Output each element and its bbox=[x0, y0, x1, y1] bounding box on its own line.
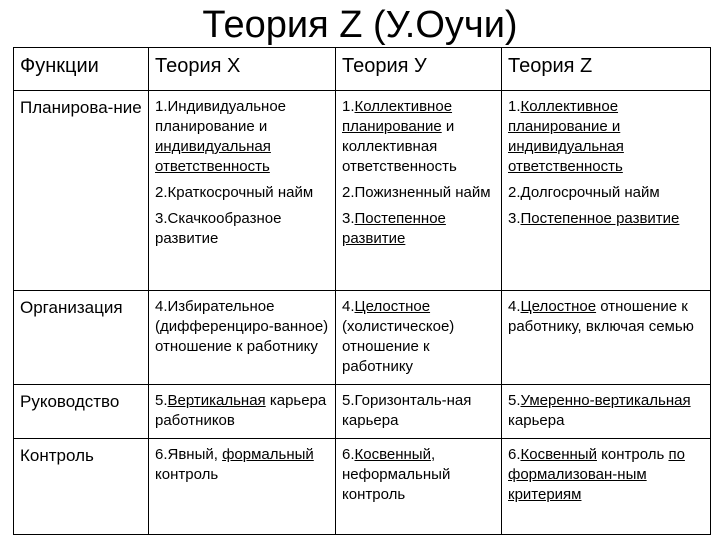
cell-text: , неформальный контроль bbox=[342, 446, 451, 503]
table-cell bbox=[336, 91, 502, 291]
table-cell bbox=[502, 439, 711, 535]
row-label: Руководство bbox=[14, 385, 149, 439]
cell-paragraph bbox=[155, 445, 329, 485]
cell-text: 4. bbox=[342, 298, 355, 315]
underlined-text: формальный bbox=[222, 446, 314, 463]
cell-paragraph bbox=[342, 183, 495, 203]
row-label: Организация bbox=[14, 291, 149, 385]
cell-text: 1.Индивидуальное планирование и bbox=[155, 98, 287, 135]
table-cell bbox=[149, 385, 336, 439]
underlined-text: Постепенное развитие bbox=[342, 210, 446, 247]
underlined-text: Целостное bbox=[354, 298, 431, 315]
cell-text: карьера работников bbox=[155, 392, 327, 429]
table-cell bbox=[502, 385, 711, 439]
page-title: Теория Z (У.Оучи) bbox=[202, 4, 518, 46]
underlined-text: индивидуальная ответственность bbox=[155, 138, 271, 175]
header-theory-y: Теория У bbox=[336, 48, 502, 91]
cell-text: 6.Явный, bbox=[155, 446, 223, 463]
cell-paragraph bbox=[508, 391, 704, 431]
cell-text: отношение к работнику, включая семью bbox=[508, 298, 694, 335]
cell-paragraph bbox=[508, 445, 704, 505]
cell-paragraph bbox=[342, 97, 495, 177]
underlined-text: Косвенный bbox=[520, 446, 597, 463]
cell-paragraph bbox=[342, 297, 495, 377]
row-label: Контроль bbox=[14, 439, 149, 535]
cell-text: 6. bbox=[342, 446, 355, 463]
underlined-text: по формализован-ным критериям bbox=[508, 446, 685, 503]
table-row bbox=[14, 439, 711, 535]
cell-text: 6. bbox=[508, 446, 521, 463]
table-cell bbox=[336, 385, 502, 439]
cell-paragraph bbox=[508, 183, 704, 203]
cell-text: 5. bbox=[155, 392, 168, 409]
cell-text: 5.Горизонталь-ная карьера bbox=[342, 392, 472, 429]
underlined-text: Косвенный bbox=[354, 446, 431, 463]
cell-text: 4. bbox=[508, 298, 521, 315]
cell-text: 5. bbox=[508, 392, 521, 409]
cell-paragraph bbox=[342, 445, 495, 505]
cell-paragraph bbox=[508, 297, 704, 337]
table-cell bbox=[502, 291, 711, 385]
cell-text: 2.Пожизненный найм bbox=[342, 184, 491, 201]
cell-text: контроль bbox=[596, 446, 669, 463]
table-row bbox=[14, 91, 711, 291]
cell-paragraph bbox=[155, 97, 329, 177]
cell-paragraph bbox=[342, 209, 495, 249]
underlined-text: Вертикальная bbox=[167, 392, 266, 409]
cell-paragraph bbox=[342, 391, 495, 431]
cell-paragraph bbox=[508, 97, 704, 177]
underlined-text: Постепенное развитие bbox=[520, 210, 680, 227]
cell-text: 3.Скачкообразное развитие bbox=[155, 210, 282, 247]
cell-text: (холистическое) отношение к работнику bbox=[342, 318, 455, 375]
row-label: Планирова-ние bbox=[14, 91, 149, 291]
table-row bbox=[14, 385, 711, 439]
cell-paragraph bbox=[155, 297, 329, 357]
cell-text: 1. bbox=[508, 98, 521, 115]
header-theory-x: Теория Х bbox=[149, 48, 336, 91]
table-cell bbox=[149, 439, 336, 535]
cell-text: 2.Долгосрочный найм bbox=[508, 184, 660, 201]
header-row bbox=[14, 48, 711, 91]
table-row bbox=[14, 291, 711, 385]
cell-paragraph bbox=[155, 209, 329, 249]
cell-text: 1. bbox=[342, 98, 355, 115]
underlined-text: Умеренно-вертикальная bbox=[520, 392, 691, 409]
cell-text: 2.Краткосрочный найм bbox=[155, 184, 314, 201]
table-cell bbox=[149, 291, 336, 385]
header-theory-z: Теория Z bbox=[502, 48, 711, 91]
cell-paragraph bbox=[508, 209, 704, 229]
cell-text: и коллективная ответственность bbox=[342, 118, 457, 175]
table-cell bbox=[502, 91, 711, 291]
cell-text: 4.Избирательное (дифференциро-ванное) отношение к работнику bbox=[155, 298, 329, 355]
cell-paragraph bbox=[155, 391, 329, 431]
underlined-text: Коллективное планирование и индивидуальная ответственность bbox=[508, 98, 624, 175]
header-functions: Функции bbox=[14, 48, 149, 91]
cell-text: 3. bbox=[508, 210, 521, 227]
table-cell bbox=[336, 291, 502, 385]
cell-text: 3. bbox=[342, 210, 355, 227]
theory-comparison-table bbox=[13, 47, 711, 535]
table-cell bbox=[336, 439, 502, 535]
table-cell bbox=[149, 91, 336, 291]
cell-paragraph bbox=[155, 183, 329, 203]
underlined-text: Целостное bbox=[520, 298, 597, 315]
underlined-text: Коллективное планирование bbox=[342, 98, 453, 135]
cell-text: контроль bbox=[155, 466, 219, 483]
cell-text: карьера bbox=[508, 412, 565, 429]
